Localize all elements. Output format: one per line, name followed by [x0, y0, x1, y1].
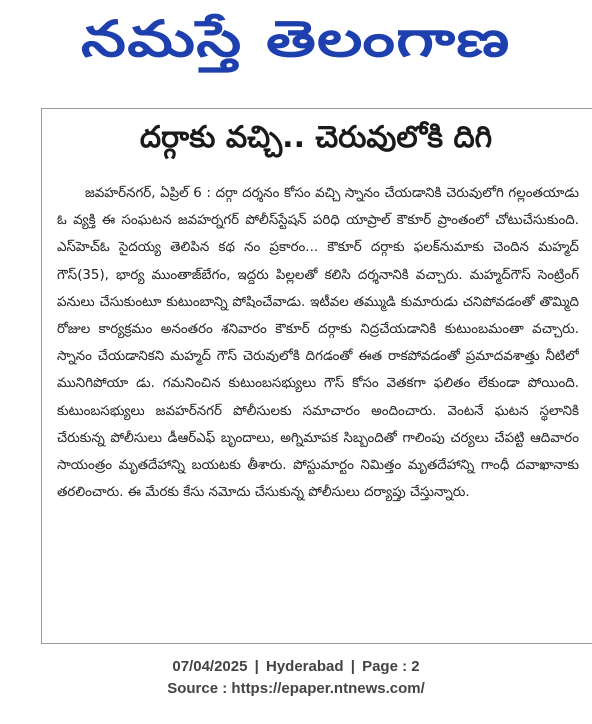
footer-separator: | [254, 658, 259, 675]
footer-source-link[interactable]: https://epaper.ntnews.com/ [231, 680, 425, 697]
article-headline: దర్గాకు వచ్చి.. చెరువులోకి దిగి [139, 120, 493, 155]
footer-separator: | [350, 658, 355, 675]
footer-city: Hyderabad [266, 658, 344, 675]
footer-date: 07/04/2025 [172, 658, 248, 675]
footer-page: Page : 2 [362, 658, 420, 675]
footer [0, 656, 592, 700]
footer-meta-line [0, 656, 592, 678]
newspaper-logo: నమస్తే తెలంగాణ [81, 10, 511, 68]
footer-source-line [0, 678, 592, 700]
article-body: జవహర్‌నగర్‌, ఏప్రిల్‌ 6 : దర్గా దర్శనం కోసం వచ్చి స్నానం చేయడానికి చెరువులోగి గల్లంతయాడు ఓ వ్యక్తి ఈ సంఘటన జవహర్నగర్‌ పోలీస్‌స్టేషన్‌ పరిధి యాప్రాల్‌ కౌకూర్‌ ప్రాంతంలో చోటుచేసుకుంది. ఎస్‌హెచ్‌ఓ సైదయ్య తెలిపిన కథ నం ప్రకారం... కౌకూర్‌ దర్గాకు ఫలక్‌నుమాకు చెందిన మహ్మద్‌ గౌస్‌(35), భార్య ముంతాజ్‌బేగం, ఇద్దరు పిల్లలతో కలిసి దర్శనానికి వచ్చారు. మహ్మద్‌గౌస్‌ సెంట్రింగ్‌ పనులు చేసుకుంటూ కుటుంబాన్ని పోషించేవాడు. ఇటీవల తమ్ముడి కుమారుడు చనిపోవడంతో తొమ్మిది రోజుల కార్యక్రమం అనంతరం శనివారం కౌకూర్‌ దర్గాకు నిద్రచేయడానికి కుటుంబమంతా వచ్చారు. స్నానం చేయడానికని మహ్మద్‌ గౌస్‌ చెరువులోకి దిగడంతో ఈత రాకపోవడంతో ప్రమాదవశాత్తు నీటిలో మునిగిపోయా డు. గమనించిన కుటుంబసభ్యులు గౌస్‌ కోసం వెతకగా ఫలితం లేకుండా పోయింది. కుటుంబసభ్యులు జవహర్‌నగర్‌ పోలీసులకు సమాచారం అందించారు. వెంటనే ఘటన స్థలానికి చేరుకున్న పోలీసులు డీఆర్‌ఎఫ్‌ బృందాలు, అగ్నిమాపక సిబ్బందితో గాలింపు చర్యలు చేపట్టి ఆదివారం సాయంత్రం మృతదేహాన్ని బయటకు తీశారు. పోస్టుమార్టం నిమిత్తం మృతదేహాన్ని గాంధీ దవాఖానాకు తరలించారు. ఈ మేరకు కేసు నమోదు చేసుకున్న పోలీసులు దర్యాప్తు చేస్తున్నారు. [57, 186, 579, 501]
masthead [0, 0, 592, 84]
footer-source-label: Source : [167, 680, 228, 697]
